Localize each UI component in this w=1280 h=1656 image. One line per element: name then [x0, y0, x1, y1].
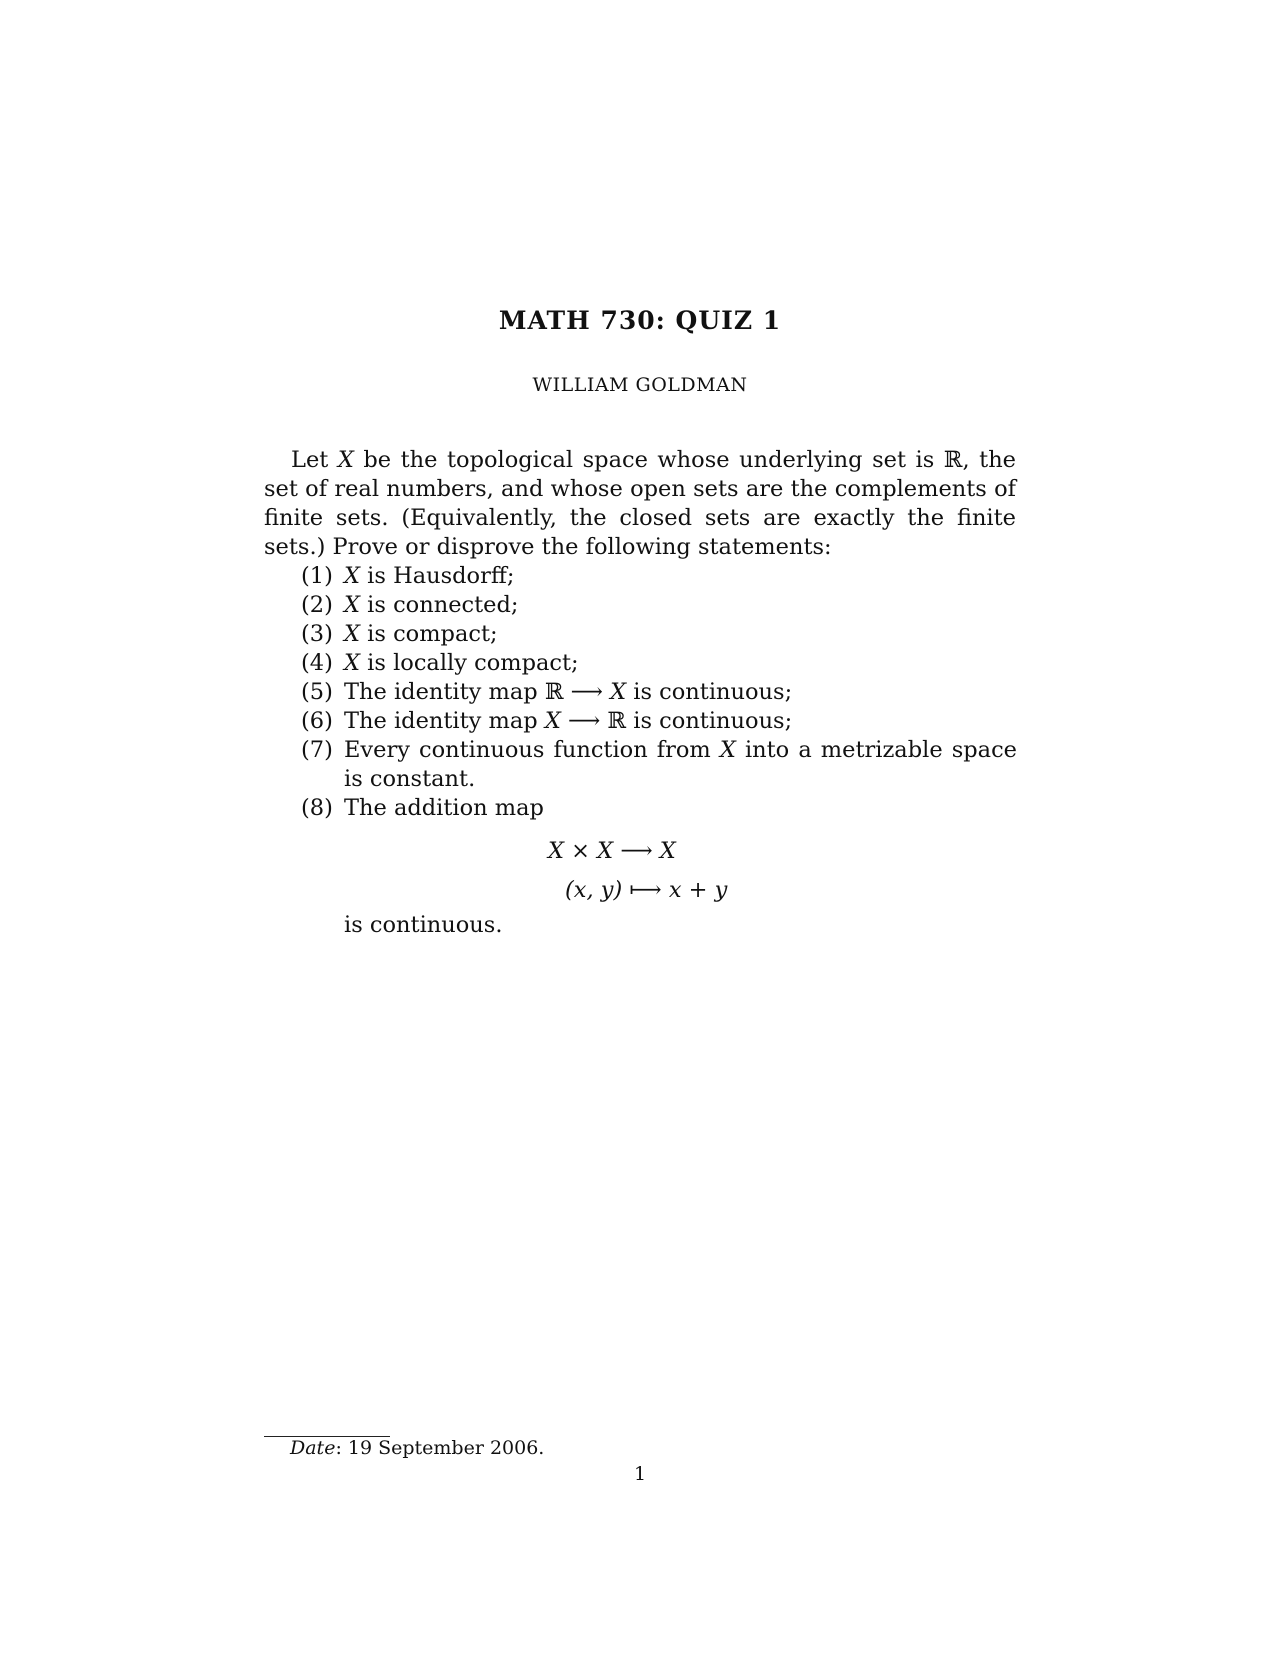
item-text-rest: is locally compact;: [360, 650, 579, 676]
item-number: (3): [301, 621, 333, 647]
item-text: [344, 591, 1017, 620]
math-var-x: X: [344, 621, 361, 647]
item-number: (5): [301, 679, 333, 705]
math-var-x: X: [344, 650, 361, 676]
intro-paragraph: [264, 446, 1016, 562]
item-text-rest: ⟶ ℝ is continuous;: [560, 708, 793, 734]
item-text: [344, 562, 1017, 591]
item-number: (6): [301, 708, 333, 734]
list-item: [301, 794, 1017, 823]
item-text: [344, 736, 1017, 794]
list-item: [301, 736, 1017, 794]
author-name: WILLIAM GOLDMAN: [532, 374, 748, 396]
item-number: (7): [301, 737, 333, 763]
list-item: [301, 620, 1017, 649]
after-display-text: is continuous.: [344, 912, 503, 938]
list-item: [301, 707, 1017, 736]
list-item: [301, 678, 1017, 707]
page-title: MATH 730: QUIZ 1: [498, 306, 782, 335]
math-var-x: X: [610, 679, 627, 705]
item-number: (4): [301, 650, 333, 676]
display-equation-domain: X × X ⟶ X: [548, 838, 676, 864]
item-text-pre: Every continuous function from: [344, 737, 720, 763]
math-var-x: X: [337, 447, 354, 473]
page-number: 1: [633, 1463, 647, 1485]
math-var-x: X: [719, 737, 736, 763]
item-text: The addition map: [344, 795, 544, 821]
list-item: [301, 591, 1017, 620]
math-var-x: X: [544, 708, 561, 734]
item-text: [344, 620, 1017, 649]
math-var-x: X: [344, 563, 361, 589]
statement-list: [301, 562, 1017, 823]
item-text-rest: is connected;: [360, 592, 519, 618]
item-number: (1): [301, 563, 333, 589]
item-text-rest: into a metrizable space is constant.: [344, 737, 1017, 792]
item-text-pre: The identity map ℝ ⟶: [344, 679, 611, 705]
item-text-rest: is continuous;: [626, 679, 793, 705]
item-text: [344, 649, 1017, 678]
item-text-pre: The identity map: [344, 708, 545, 734]
item-number: (8): [301, 795, 333, 821]
list-item: [301, 562, 1017, 591]
item-text-rest: is compact;: [360, 621, 498, 647]
item-text: [344, 678, 1017, 707]
item-text: [344, 707, 1017, 736]
footnote-label: Date: [290, 1437, 336, 1459]
display-equation-map: (x, y) ⟼ x + y: [565, 877, 728, 903]
math-var-x: X: [344, 592, 361, 618]
intro-text-start: Let: [291, 447, 338, 473]
item-number: (2): [301, 592, 333, 618]
footnote-text: : 19 September 2006.: [335, 1437, 545, 1459]
list-item: [301, 649, 1017, 678]
footnote: [290, 1437, 544, 1459]
intro-text-rest: be the topological space whose underlying set is ℝ, the set of real numbers, and whose open sets are the complements of finite sets. (Equivalently, the closed sets are exactly the finite sets.) Prove or disprove the following statements:: [264, 447, 1016, 560]
item-text-rest: is Hausdorff;: [360, 563, 515, 589]
